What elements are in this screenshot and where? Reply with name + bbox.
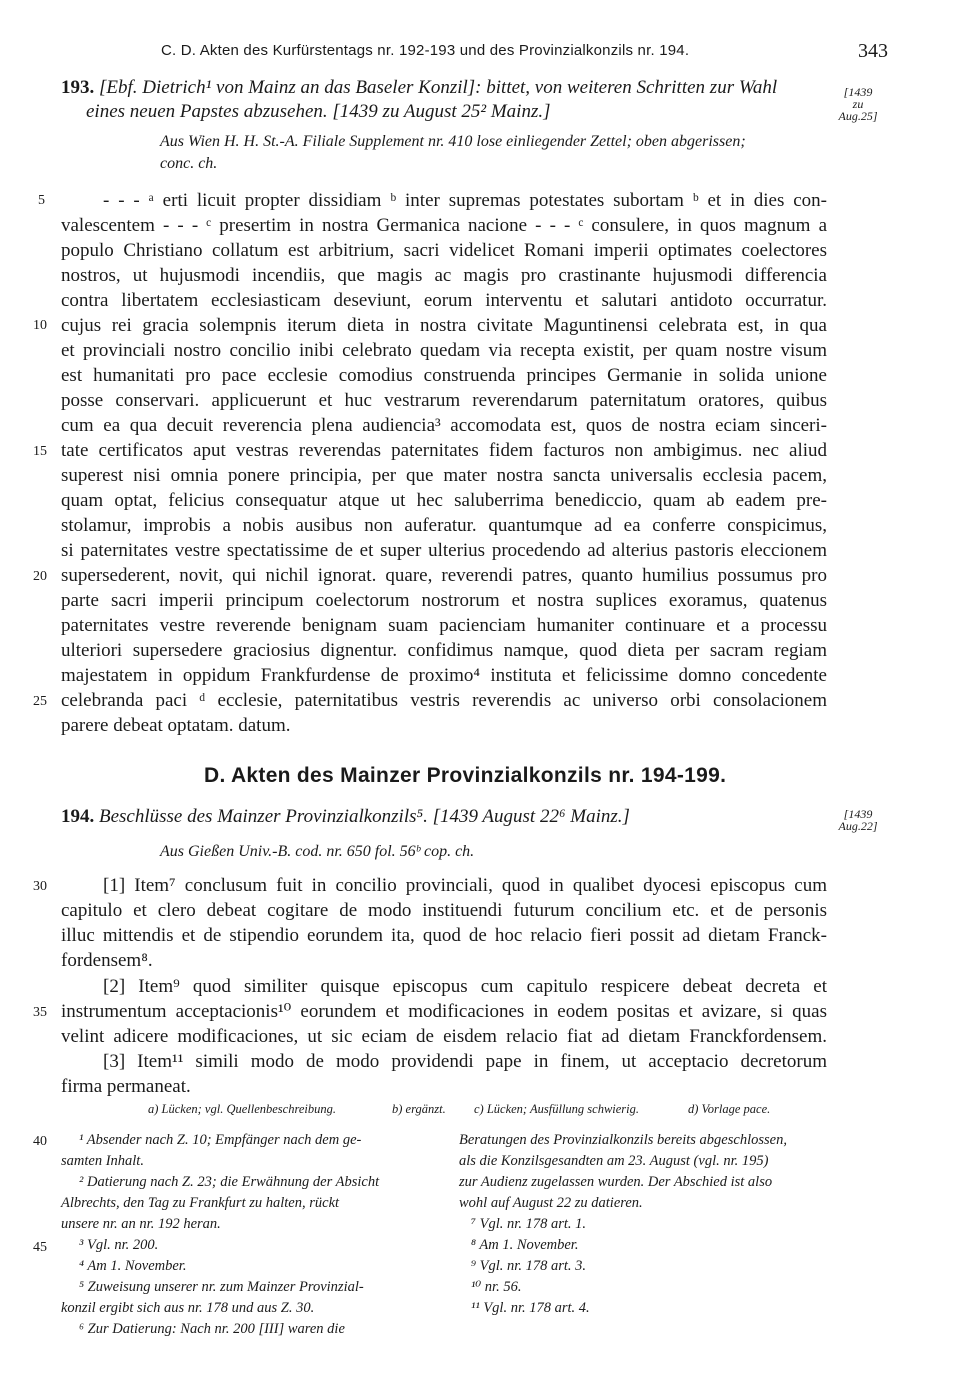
apparatus-note: c) Lücken; Ausfüllung schwierig. xyxy=(474,1102,640,1116)
running-head: C. D. Akten des Kurfürstentags nr. 192-193 und des Provinzialkonzils nr. 194. xyxy=(161,42,690,59)
footnote-line: ⁶ Zur Datierung: Nach nr. 200 [III] waren die xyxy=(79,1321,345,1337)
footnote-line: zur Audienz zugelassen wurden. Der Abschied ist also xyxy=(459,1174,773,1190)
footnote-line: konzil ergibt sich aus nr. 178 und aus Z. 30. xyxy=(61,1300,315,1316)
doc193-margin-date xyxy=(828,86,888,122)
line-number: 30 xyxy=(33,879,47,894)
text-line: firma permaneat. xyxy=(61,1076,191,1097)
doc193-title-text: [Ebf. Dietrich¹ von Mainz an das Baseler Konzil]: bittet, von weiteren Schritten zur Wahl xyxy=(99,77,778,98)
margin-date-part: Aug.22] xyxy=(838,819,878,833)
doc193-source-line1: Aus Wien H. H. St.-A. Filiale Supplement nr. 410 lose einliegender Zettel; oben abgerissen; xyxy=(160,133,746,150)
footnotes-right xyxy=(459,1130,839,1330)
text-line: [2] Item⁹ quod similiter quisque episcopus cum capitulo respicere debeat decreta et xyxy=(103,976,827,997)
text-line: [3] Item¹¹ simili modo de modo providendi pape in finem, ut acceptacio decretorum xyxy=(103,1051,827,1072)
text-line: ulteriori supersedere graciosius dignentur. confidimus namque, quod dieta per sacram regiam xyxy=(61,640,827,661)
text-line: [1] Item⁷ conclusum fuit in concilio provinciali, quod in qualibet dyocesi episcopus cum xyxy=(103,875,827,896)
text-line: contra libertatem ecclesiasticam deseviunt, eorum interventu et salutari antidoto occurratur. xyxy=(61,290,827,311)
line-number: 20 xyxy=(33,569,47,584)
footnote-line: wohl auf August 22 zu datieren. xyxy=(459,1195,643,1211)
text-line: fordensem⁸. xyxy=(61,950,153,971)
footnote-line: ⁵ Zuweisung unserer nr. zum Mainzer Provinzial- xyxy=(79,1279,364,1295)
margin-date-part: zu xyxy=(852,97,864,111)
footnotes-left xyxy=(61,1130,445,1350)
footnote-line: ³ Vgl. nr. 200. xyxy=(79,1237,159,1253)
text-line: velint adicere modificaciones, ut sic eciam de eisdem relacio fiat ad dietam Franckfordensem. xyxy=(61,1026,827,1047)
footnote-line: ¹⁰ nr. 56. xyxy=(471,1279,522,1295)
section-heading: D. Akten des Mainzer Provinzialkonzils nr. 194-199. xyxy=(204,764,727,787)
text-line: cum ea qua decuit reverencia plena audiencia³ accomodata est, quos de nostra eciam sinceri- xyxy=(61,415,827,436)
doc193-title-line1 xyxy=(61,77,777,99)
footnote-line: ² Datierung nach Z. 23; die Erwähnung der Absicht xyxy=(79,1174,380,1190)
doc194-body xyxy=(61,874,827,1104)
text-line: paternitates vestre reverende benignam suam pacienciam humaniter continuare et a processu xyxy=(61,615,827,636)
text-line: stolamur, improbis a nobis ausibus non auferatur. quantumque ad ea conferre conspicimus, xyxy=(61,515,827,536)
text-line: parte sacri imperii principum coelectorum nostrorum et nostra suplices exoramus, quatenus xyxy=(61,590,827,611)
footnote-line: ⁴ Am 1. November. xyxy=(79,1258,187,1274)
text-line: populo Christiano collatum est arbitrium, sacri videlicet Romani imperii optimates coelectores xyxy=(61,240,827,261)
margin-date-part: [1439 xyxy=(843,807,873,821)
text-line: celebranda paci ᵈ ecclesie, paternitatibus vestris reverendis ac universo orbi consolacionem xyxy=(61,690,827,711)
apparatus-note: d) Vorlage pace. xyxy=(688,1102,771,1116)
doc194-title xyxy=(61,806,630,828)
text-line: - - - ᵃ erti licuit propter dissidiam ᵇ inter supremas potestates subortam ᵇ et in dies con- xyxy=(103,190,827,211)
footnote-line: unsere nr. an nr. 192 heran. xyxy=(61,1216,221,1232)
footnote-line: Beratungen des Provinzialkonzils bereits abgeschlossen, xyxy=(459,1132,787,1148)
text-line: nostros, ut hujusmodi incendiis, que magis ac magis pro crastinante hujusmodi differencia xyxy=(61,265,827,286)
doc193-number: 193. xyxy=(61,77,95,98)
doc193-body xyxy=(61,189,827,736)
line-number: 45 xyxy=(33,1240,47,1255)
footnote-line: ⁷ Vgl. nr. 178 art. 1. xyxy=(471,1216,587,1232)
footnote-line: ⁹ Vgl. nr. 178 art. 3. xyxy=(471,1258,587,1274)
footnote-line: ⁸ Am 1. November. xyxy=(471,1237,579,1253)
line-number: 5 xyxy=(38,193,45,208)
footnote-line: als die Konzilsgesandten am 23. August (vgl. nr. 195) xyxy=(459,1153,769,1169)
doc194-title-text: Beschlüsse des Mainzer Provinzialkonzils⁵. [1439 August 22⁶ Mainz.] xyxy=(99,806,630,827)
text-line: valescentem - - - ᶜ presertim in nostra Germanica nacione - - - ᶜ consulere, in quos magnum a xyxy=(61,215,827,236)
text-line: tate certificatos aput vestras reverendas paternitates fidem facturos non ambigimus. nec aliud xyxy=(61,440,827,461)
text-line: quam optat, felicius consequatur atque ut hec saluberrima benediccio, quam ab eadem pre- xyxy=(61,490,827,511)
text-line: majestatem in oppidum Frankfurdense de proximo⁴ instituta et felicissime domno concedente xyxy=(61,665,827,686)
text-line: illuc mittendis et de stipendio eorundem ita, quod de hoc relacio fieri possit ad dietam Franck- xyxy=(61,925,827,946)
page-number: 343 xyxy=(858,40,888,62)
apparatus-note: a) Lücken; vgl. Quellenbeschreibung. xyxy=(148,1102,337,1116)
text-line: est humanitati pro pace ecclesie comodius construenda principes Germanie in solida unione xyxy=(61,365,827,386)
line-number: 40 xyxy=(33,1134,47,1149)
text-line: superest nisi omnia ponere principia, per que mater nostra sancta universalis ecclesia pacem, xyxy=(61,465,827,486)
text-line: cujus rei gracia solempnis iterum dieta in nostra civitate Maguntinensi celebrata est, in qua xyxy=(61,315,827,336)
apparatus-note: b) ergänzt. xyxy=(392,1102,446,1116)
margin-date-part: [1439 xyxy=(843,85,873,99)
margin-date-part: Aug.25] xyxy=(838,109,878,123)
line-number: 25 xyxy=(33,694,47,709)
footnote-line: samten Inhalt. xyxy=(61,1153,144,1169)
text-line: et provinciali nostro concilio inibi celebrato quedam via recepta existit, per quam nostre visum xyxy=(61,340,827,361)
line-number: 35 xyxy=(33,1005,47,1020)
line-number: 10 xyxy=(33,318,47,333)
text-line: posse conservari. applicuerunt et huc vestrarum reverendarum paternitatum oratores, quibus xyxy=(61,390,827,411)
footnote-line: ¹ Absender nach Z. 10; Empfänger nach dem ge- xyxy=(79,1132,362,1148)
footnote-line: ¹¹ Vgl. nr. 178 art. 4. xyxy=(471,1300,590,1316)
doc194-number: 194. xyxy=(61,806,95,827)
text-line: parere debeat optatam. datum. xyxy=(61,715,291,736)
text-line: instrumentum acceptacionis¹⁰ eorundem et modificaciones in eodem positas et avizare, si quas xyxy=(61,1001,827,1022)
text-line: supersederent, novit, qui nichil ignorat. quare, reverendi patres, quanto humilius possumus pro xyxy=(61,565,827,586)
line-number: 15 xyxy=(33,444,47,459)
doc194-source: Aus Gießen Univ.-B. cod. nr. 650 fol. 56ᵇ cop. ch. xyxy=(160,843,475,860)
doc193-source-line2: conc. ch. xyxy=(160,155,218,172)
doc194-margin-date xyxy=(828,808,888,832)
text-line: capitulo et clero debeat cogitare de modo instituendi futurum concilium etc. et de personis xyxy=(61,900,827,921)
footnote-line: Albrechts, den Tag zu Frankfurt zu halten, rückt xyxy=(61,1195,340,1211)
doc193-title-line2: eines neuen Papstes abzusehen. [1439 zu August 25² Mainz.] xyxy=(86,101,551,122)
text-line: si paternitates vestre spectatissime de et super ulterius procedendo ad alterius pastoris eleccionem xyxy=(61,540,827,561)
